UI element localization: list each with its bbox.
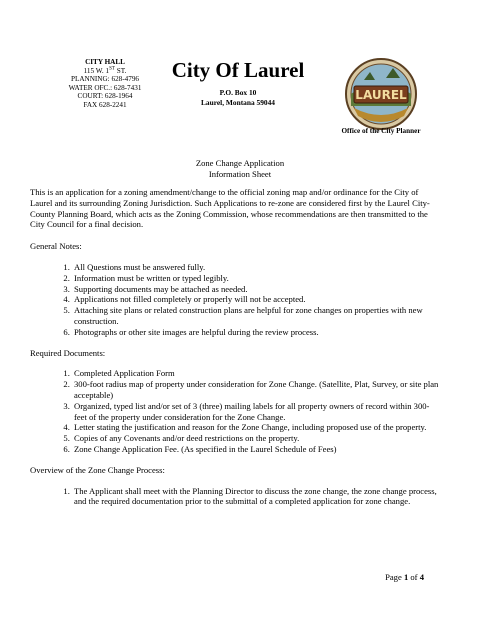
svg-text:LAUREL: LAUREL [355,88,407,102]
intro-paragraph: This is an application for a zoning amendment/change to the official zoning map and/or ordinance for the City of Laurel and its surrounding Zoning Jurisdiction. Such Applications to re-zone are considered first by the Laurel City-County Planning Board, which acts as the Zoning Commission, whose recommendations are then transmitted to the City Council for a final decision. [30,187,430,230]
list-item: 6. Photographs or other site images are helpful during the review process. [72,327,440,338]
contact-block [52,58,158,110]
overview-heading: Overview of the Zone Change Process: [30,464,165,475]
document-body [30,187,440,517]
list-item: 2. 300-foot radius map of property under consideration for Zone Change. (Satellite, Plat, Survey, or site plan acceptable) [72,379,440,401]
office-label: Office of the City Planner [341,127,421,135]
general-notes-list [30,262,440,338]
list-item: 3. Organized, typed list and/or set of 3 (three) mailing labels for all property owners of record within 300-feet of the property under consideration for the Zone Change. [72,401,440,423]
list-item: 6. Zone Change Application Fee. (As specified in the Laurel Schedule of Fees) [72,444,440,455]
list-item: 4. Applications not filled completely or properly will not be accepted. [72,294,440,305]
list-item: 5. Copies of any Covenants and/or deed restrictions on the property. [72,433,440,444]
title-line-1: Zone Change Application [195,158,285,168]
city-state-zip: Laurel, Montana 59044 [201,97,275,107]
city-hall-label: CITY HALL [85,58,125,66]
city-title: City Of Laurel [171,58,305,82]
document-title [60,158,420,179]
court-phone: COURT: 628-1964 [77,92,133,101]
list-item: 1. The Applicant shall meet with the Planning Director to discuss the zone change, the zone change process, and the required documentation prior to the submittal of a completed application for zone change. [72,486,440,508]
list-item: 3. Supporting documents may be attached as needed. [72,284,440,295]
po-box: P.O. Box 10 [219,88,257,97]
planning-phone: PLANNING: 628-4796 [70,75,140,84]
city-seal-logo [344,56,418,132]
street-address: 115 W. 1ST ST. [83,66,127,75]
list-item: 5. Attaching site plans or related construction plans are helpful for zone changes on properties with new construction. [72,305,440,327]
fax-number: FAX 628-2241 [83,100,127,109]
list-item: 1. All Questions must be answered fully. [72,262,440,273]
overview-list [30,486,440,508]
water-phone: WATER OFC.: 628-7431 [68,83,142,92]
general-notes-heading: General Notes: [30,241,82,252]
city-address [160,88,316,107]
title-line-2: Information Sheet [208,168,272,179]
page-number: Page 1 of 4 [385,572,424,582]
list-item: 4. Letter stating the justification and reason for the Zone Change, including proposed use of the property. [72,422,440,433]
required-documents-list [30,368,440,454]
required-documents-heading: Required Documents: [30,347,106,358]
list-item: 2. Information must be written or typed legibly. [72,273,440,284]
list-item: 1. Completed Application Form [72,368,440,379]
